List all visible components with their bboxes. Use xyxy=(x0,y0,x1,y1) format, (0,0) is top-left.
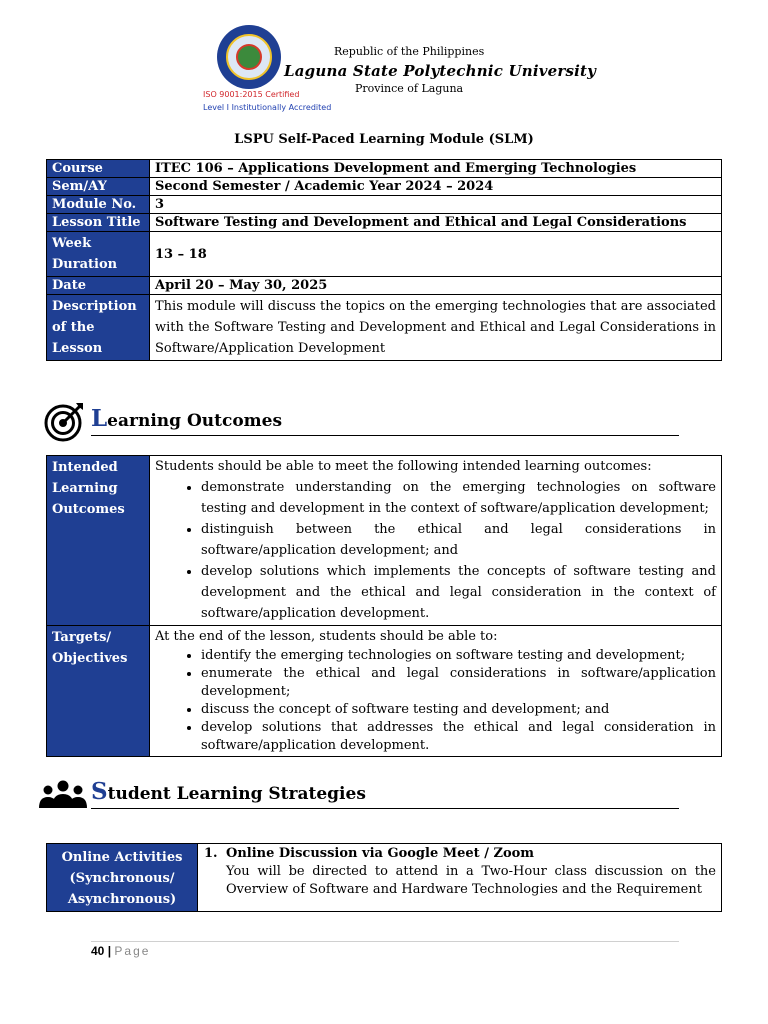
university-name: Laguna State Polytechnic University xyxy=(284,62,597,80)
objectives-intro: At the end of the lesson, students should be able to: xyxy=(155,629,498,644)
online-activities-content xyxy=(198,844,722,912)
module-info-table xyxy=(46,159,722,361)
document-header xyxy=(0,22,768,122)
learning-outcomes-table xyxy=(46,455,722,757)
learning-outcomes-title: earning Outcomes xyxy=(107,411,283,431)
learning-outcomes-cap: L xyxy=(91,405,108,432)
heading-rule xyxy=(91,435,679,436)
learning-outcomes-heading xyxy=(43,399,679,445)
strategies-cap: S xyxy=(91,778,108,805)
list-item: • identify the emerging technologies on software testing and development; xyxy=(201,647,716,665)
item-text: You will be directed to attend in a Two-Hour class discussion on the Overview of Software and Hardware Technologies and the Requirement xyxy=(226,864,716,897)
module-title: LSPU Self-Paced Learning Module (SLM) xyxy=(234,132,534,147)
footer-rule xyxy=(91,941,679,942)
list-item: • enumerate the ethical and legal considerations in software/application development; xyxy=(201,665,716,701)
accreditation-text: Level I Institutionally Accredited xyxy=(203,103,332,112)
ilo-content xyxy=(150,456,722,626)
item-title: Online Discussion via Google Meet / Zoom xyxy=(226,846,535,861)
course-value: ITEC 106 – Applications Development and Emerging Technologies xyxy=(150,160,722,178)
ilo-list xyxy=(155,477,716,624)
list-item: • discuss the concept of software testing and development; and xyxy=(201,701,716,719)
description-value: This module will discuss the topics on the emerging technologies that are associated with the Software Testing and Development and Ethical and Legal Considerations in Software/Application Development xyxy=(150,295,722,361)
group-people-icon xyxy=(38,772,88,812)
course-label: Course xyxy=(47,160,150,178)
iso-certification: ISO 9001:2015 Certified xyxy=(203,90,300,99)
ilo-label: Intended Learning Outcomes xyxy=(47,456,150,626)
lesson-value: Software Testing and Development and Ethical and Legal Considerations xyxy=(150,214,722,232)
module-label: Module No. xyxy=(47,196,150,214)
list-item: • distinguish between the ethical and legal considerations in software/application development; and xyxy=(201,519,716,561)
province-text: Province of Laguna xyxy=(355,82,464,95)
objectives-label: Targets/ Objectives xyxy=(47,626,150,757)
date-value: April 20 – May 30, 2025 xyxy=(150,277,722,295)
item-number: 1. xyxy=(204,846,218,861)
date-label: Date xyxy=(47,277,150,295)
module-value: 3 xyxy=(150,196,722,214)
week-label: Week Duration xyxy=(47,232,150,277)
semay-label: Sem/AY xyxy=(47,178,150,196)
online-activities-label: Online Activities (Synchronous/ Asynchronous) xyxy=(47,844,198,912)
ilo-intro: Students should be able to meet the following intended learning outcomes: xyxy=(155,459,652,474)
heading-rule xyxy=(91,808,679,809)
university-seal-icon xyxy=(217,25,281,89)
target-icon xyxy=(43,399,87,443)
page-number: 40 | Page xyxy=(91,944,151,958)
description-label: Description of the Lesson xyxy=(47,295,150,361)
strategies-title: tudent Learning Strategies xyxy=(107,784,366,804)
strategies-heading xyxy=(38,772,679,818)
week-value: 13 – 18 xyxy=(150,232,722,277)
republic-text: Republic of the Philippines xyxy=(334,45,485,58)
semay-value: Second Semester / Academic Year 2024 – 2024 xyxy=(150,178,722,196)
strategies-table xyxy=(46,843,722,912)
objectives-list xyxy=(155,647,716,755)
list-item: • demonstrate understanding on the emerging technologies on software testing and development in the context of software/application development; xyxy=(201,477,716,519)
objectives-content xyxy=(150,626,722,757)
lesson-label: Lesson Title xyxy=(47,214,150,232)
list-item: • develop solutions that addresses the ethical and legal consideration in software/application development. xyxy=(201,719,716,755)
list-item: • develop solutions which implements the concepts of software testing and development and the ethical and legal consideration in the context of software/application development. xyxy=(201,561,716,624)
